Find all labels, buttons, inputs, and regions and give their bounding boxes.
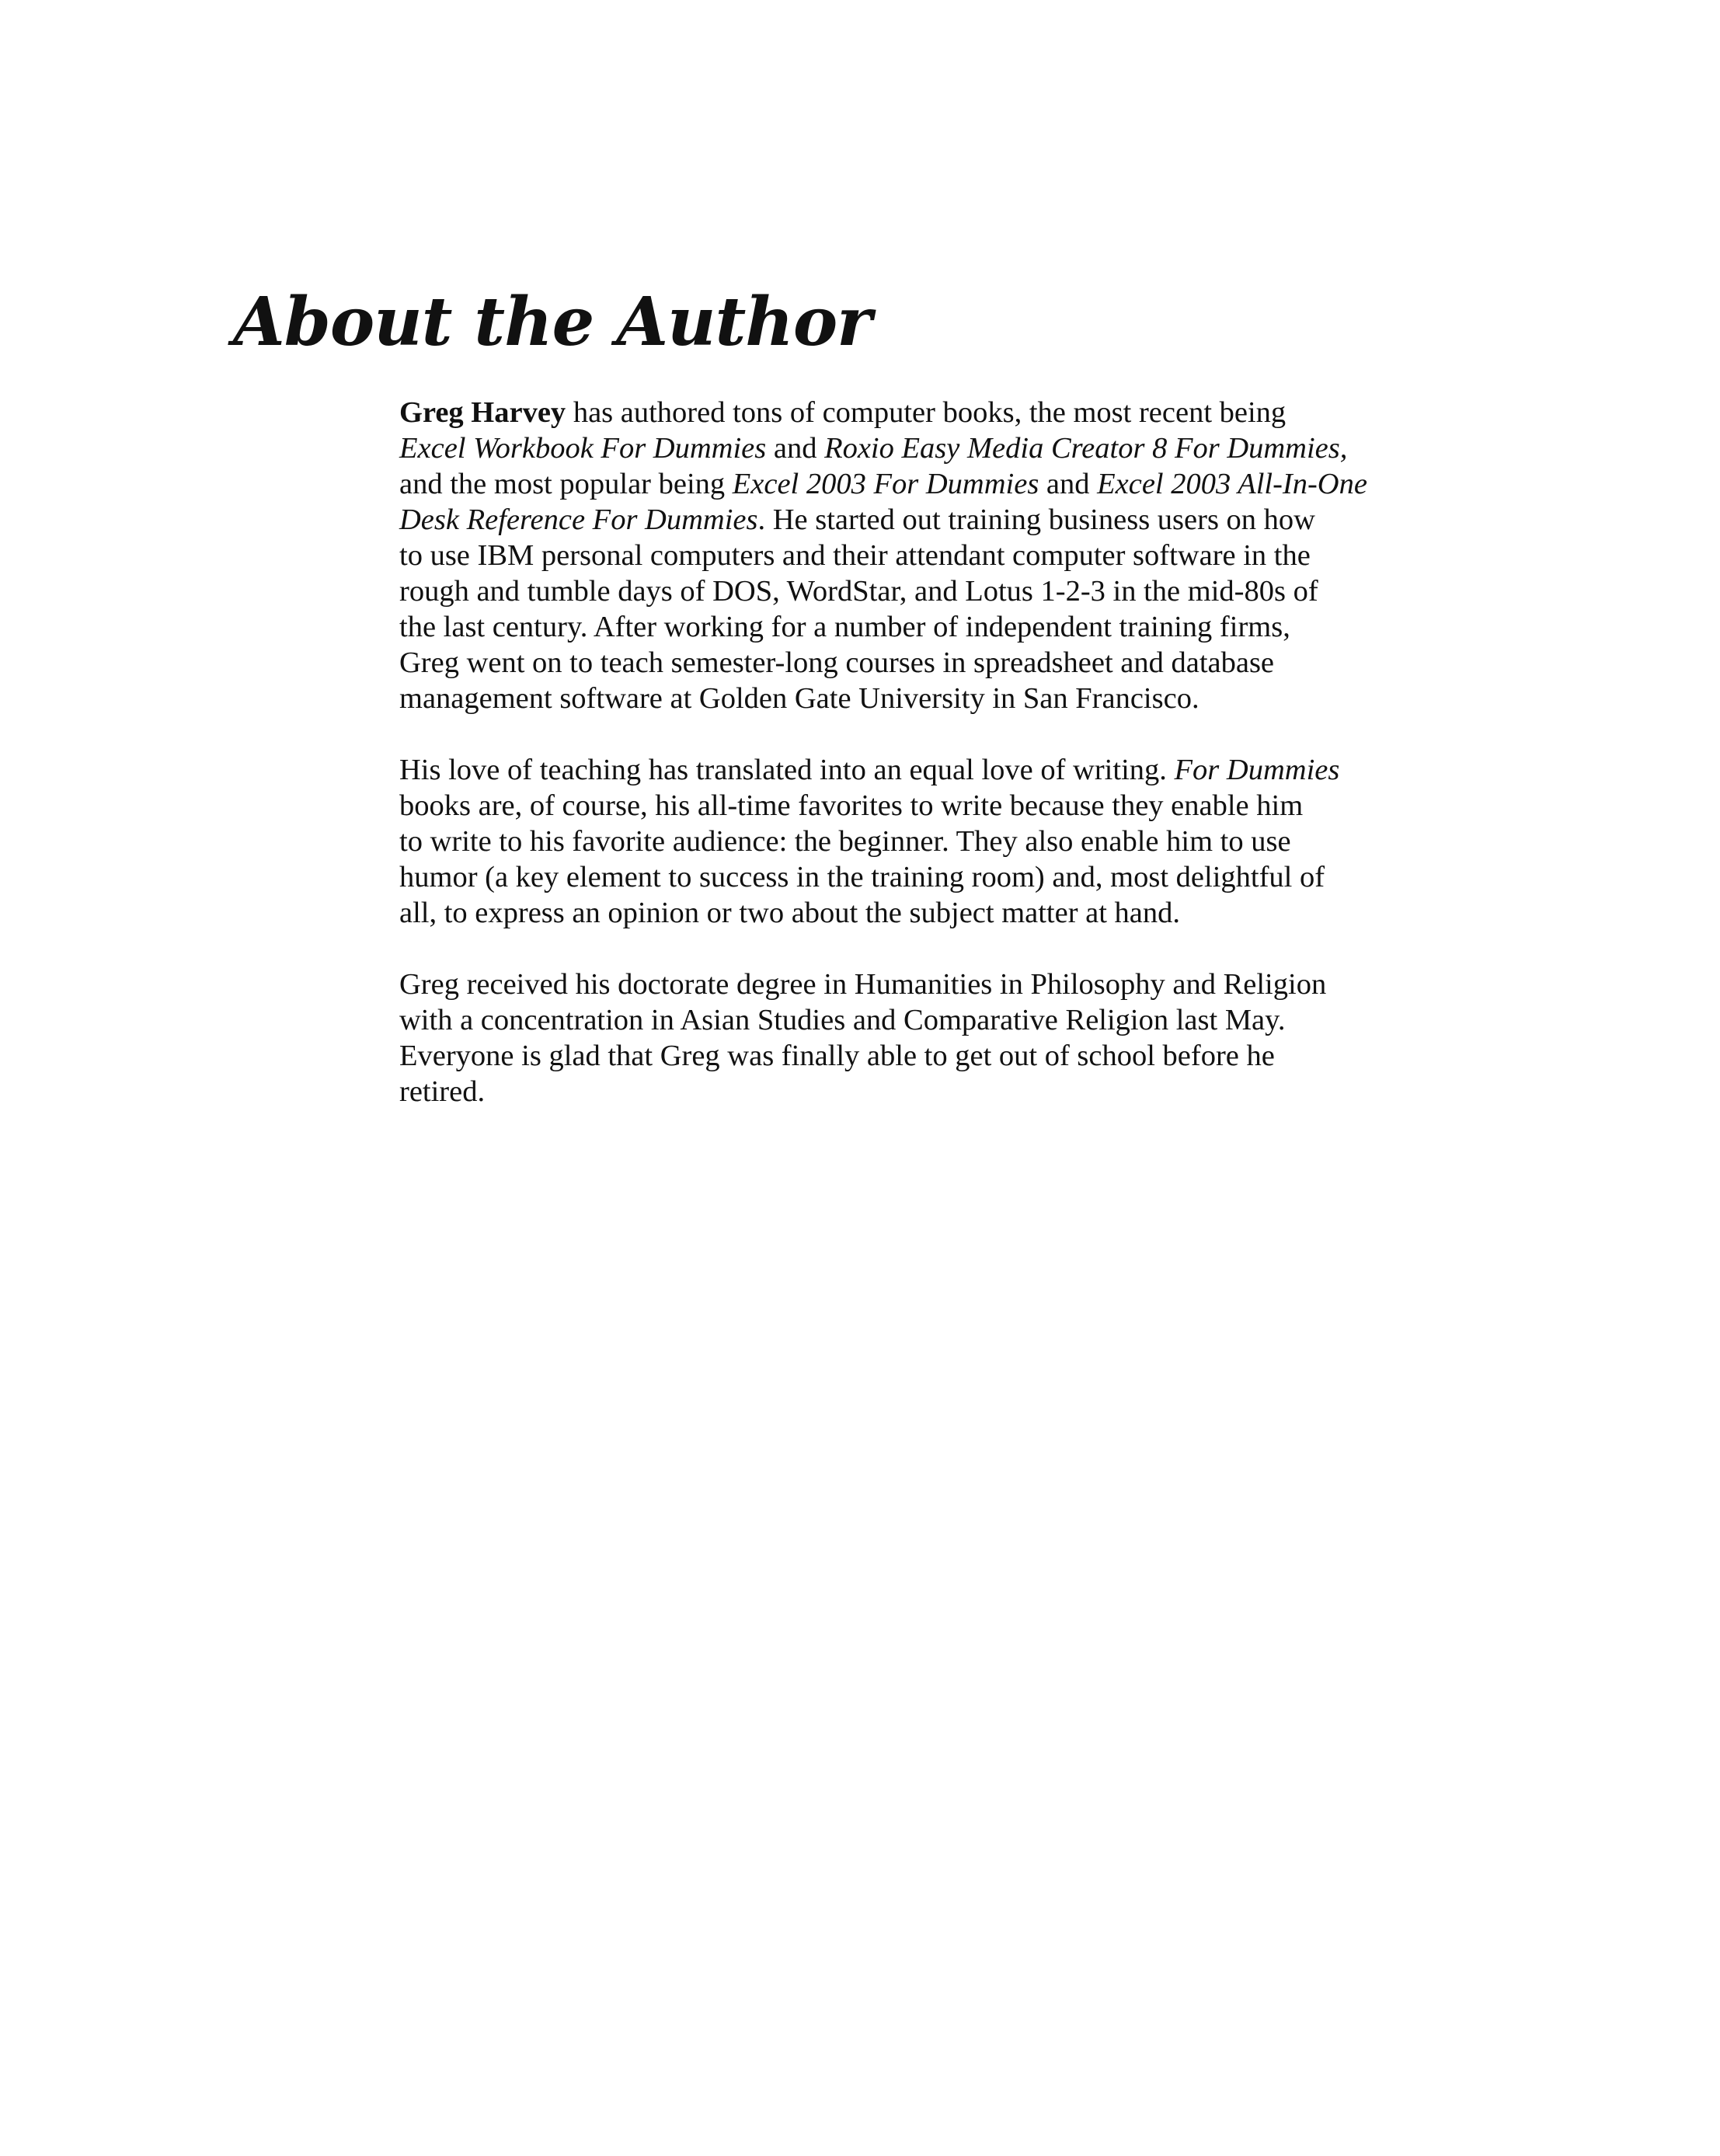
text-line: Greg received his doctorate degree in Humanities in Philosophy and Religion: [399, 968, 1327, 1001]
text-line: rough and tumble days of DOS, WordStar, and Lotus 1-2-3 in the mid-80s of: [399, 575, 1318, 608]
bio-paragraph-2: [399, 752, 1487, 931]
text-line: retired.: [399, 1075, 486, 1108]
text-line: humor (a key element to success in the training room) and, most delightful of: [399, 861, 1325, 893]
text-line: the last century. After working for a number of independent training firms,: [399, 611, 1290, 643]
book-title: Roxio Easy Media Creator 8 For Dummies,: [824, 432, 1348, 465]
author-bio: [399, 395, 1487, 1109]
text-run: and the most popular being: [399, 468, 733, 500]
text-line: with a concentration in Asian Studies and Comparative Religion last May.: [399, 1004, 1286, 1036]
text-line: books are, of course, his all-time favorites to write because they enable him: [399, 789, 1304, 822]
bio-paragraph-3: [399, 967, 1487, 1109]
text-run: and: [1039, 468, 1098, 500]
text-run: has authored tons of computer books, the most recent being: [566, 396, 1287, 429]
text-line: [399, 466, 1487, 502]
text-line: Everyone is glad that Greg was finally able to get out of school before he: [399, 1040, 1275, 1072]
text-line: all, to express an opinion or two about the subject matter at hand.: [399, 897, 1181, 929]
text-line: to write to his favorite audience: the beginner. They also enable him to use: [399, 825, 1291, 858]
book-title: Excel 2003 For Dummies: [732, 468, 1039, 500]
text-line: [399, 395, 1487, 430]
text-line: to use IBM personal computers and their attendant computer software in the: [399, 539, 1311, 572]
text-line: management software at Golden Gate University in San Francisco.: [399, 682, 1199, 715]
book-series-title: For Dummies: [1174, 754, 1340, 786]
bio-paragraph-1: [399, 395, 1487, 716]
text-line: [399, 430, 1487, 466]
text-line: [399, 502, 1487, 538]
page-title: About the Author: [233, 283, 872, 361]
author-name: Greg Harvey: [399, 396, 566, 429]
book-title: Excel Workbook For Dummies: [399, 432, 767, 465]
book-title: Excel 2003 All-In-One: [1097, 468, 1367, 500]
text-line: Greg went on to teach semester-long courses in spreadsheet and database: [399, 646, 1275, 679]
book-title: Desk Reference For Dummies: [399, 503, 758, 536]
text-line: [399, 752, 1487, 788]
text-run: and: [766, 432, 825, 465]
text-run: His love of teaching has translated into an equal love of writing.: [399, 754, 1175, 786]
text-run: . He started out training business users on how: [757, 503, 1315, 536]
